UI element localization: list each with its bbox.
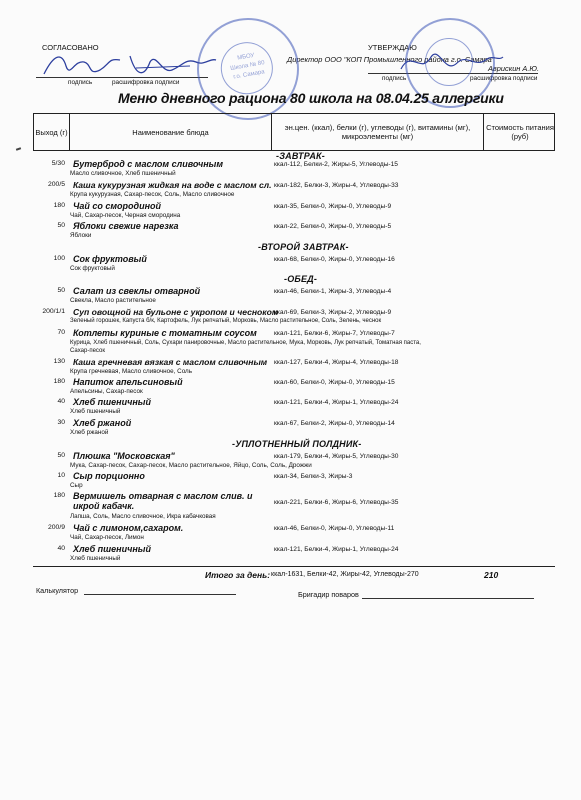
item-yield: 70 — [57, 329, 65, 336]
item-ingredients: Хлеб пшеничный — [70, 408, 121, 415]
item-ingredients: Чай, Сахар-песок, Лимон — [70, 534, 144, 541]
item-name: Сыр порционно — [73, 471, 145, 481]
item-nutrition: ккал-22, Белки-0, Жиры-0, Углеводы-5 — [274, 223, 392, 230]
approver-signature — [40, 48, 220, 84]
item-name: Салат из свеклы отварной — [73, 286, 201, 296]
item-nutrition: ккал-68, Белки-0, Жиры-0, Углеводы-16 — [274, 256, 395, 263]
item-ingredients: Чай, Сахар-песок, Черная смородина — [70, 212, 181, 219]
item-ingredients: Свекла, Масло растительное — [70, 297, 156, 304]
item-yield: 130 — [53, 358, 65, 365]
item-nutrition: ккал-67, Белки-2, Жиры-0, Углеводы-14 — [274, 420, 395, 427]
item-yield: 30 — [57, 419, 65, 426]
scan-mark — [16, 147, 21, 151]
section-title: -ВТОРОЙ ЗАВТРАК- — [258, 242, 349, 252]
totals-cost: 210 — [484, 570, 499, 580]
approved-label: СОГЛАСОВАНО — [42, 43, 99, 52]
item-name: Бутерброд с маслом сливочным — [73, 159, 223, 169]
approved-sig-caption: подпись — [68, 79, 93, 86]
item-name: Напиток апельсиновый — [73, 377, 183, 387]
item-ingredients: Лапша, Соль, Масло сливочное, Икра кабачковая — [70, 513, 216, 520]
table-header — [33, 113, 555, 151]
item-name: Плюшка "Московская" — [73, 451, 175, 461]
item-yield: 50 — [57, 452, 65, 459]
item-name: Хлеб пшеничный — [73, 544, 151, 554]
item-ingredients: Апельсины, Сахар-песок — [70, 388, 143, 395]
item-yield: 10 — [57, 472, 65, 479]
totals-nutrition: ккал-1631, Белки-42, Жиры-42, Углеводы-270 — [271, 571, 419, 578]
item-ingredients: Сыр — [70, 482, 83, 489]
item-name: Хлеб ржаной — [73, 418, 132, 428]
director-line: Директор ООО "КОП Промышленного района г.о. Самара" — [287, 55, 495, 64]
item-yield: 40 — [57, 545, 65, 552]
item-nutrition: ккал-34, Белки-3, Жиры-3 — [274, 473, 353, 480]
col-cost-header: Стоимость питания (руб) — [486, 123, 554, 141]
item-yield: 200/1/1 — [42, 308, 65, 315]
item-name: Хлеб пшеничный — [73, 397, 151, 407]
item-ingredients: Масло сливочное, Хлеб пшеничный — [70, 170, 176, 177]
calculator-label: Калькулятор — [36, 586, 79, 595]
director-decode-caption: расшифровка подписи — [470, 75, 538, 82]
calculator-signature-line — [84, 594, 236, 595]
page-title: Меню дневного рациона 80 школа на 08.04.25 аллергики — [118, 90, 504, 106]
col-dish-header: Наименование блюда — [70, 114, 272, 150]
item-yield: 200/9 — [47, 524, 65, 531]
item-yield: 50 — [57, 287, 65, 294]
item-ingredients: Хлеб ржаной — [70, 429, 109, 436]
item-nutrition: ккал-179, Белки-4, Жиры-5, Углеводы-30 — [274, 453, 399, 460]
item-nutrition: ккал-60, Белки-0, Жиры-0, Углеводы-15 — [274, 379, 395, 386]
item-ingredients: Яблоки — [70, 232, 92, 239]
item-yield: 100 — [53, 255, 65, 262]
item-nutrition: ккал-121, Белки-4, Жиры-1, Углеводы-24 — [274, 546, 399, 553]
school-stamp-line2: Школа № 80 — [229, 60, 266, 73]
section-title: -ОБЕД- — [284, 274, 318, 284]
item-nutrition: ккал-182, Белки-3, Жиры-4, Углеводы-33 — [274, 182, 399, 189]
col-nutrition-header: эн.цен. (ккал), белки (г), углеводы (г), витамины (мг), микроэлементы (мг) — [272, 114, 484, 150]
item-ingredients: Хлеб пшеничный — [70, 555, 121, 562]
chef-label: Бригадир поваров — [298, 590, 359, 599]
school-stamp — [189, 10, 307, 128]
item-name: Сок фруктовый — [73, 254, 147, 264]
item-nutrition: ккал-121, Белки-6, Жиры-7, Углеводы-7 — [274, 330, 395, 337]
item-yield: 180 — [53, 492, 65, 499]
totals-rule — [33, 566, 555, 567]
item-yield: 50 — [57, 222, 65, 229]
item-ingredients: Курица, Хлеб пшеничный, Соль, Сухари панировочные, Масло растительное, Мука, Морковь, Лук репчатый, Томатная паста, Сахар-песок — [70, 340, 421, 354]
item-nutrition: ккал-221, Белки-6, Жиры-6, Углеводы-35 — [274, 499, 399, 506]
item-nutrition: ккал-121, Белки-4, Жиры-1, Углеводы-24 — [274, 399, 399, 406]
approved-decode-caption: расшифровка подписи — [112, 79, 180, 86]
item-name: Вермишель отварная с маслом слив. и икрой кабачк. — [73, 491, 253, 511]
chef-signature-line — [362, 598, 534, 599]
item-ingredients: Мука, Сахар-песок, Сахар-песок, Масло растительное, Яйцо, Соль, Соль, Дрожжи — [70, 462, 312, 469]
item-name: Каша кукурузная жидкая на воде с маслом сл. — [73, 180, 272, 190]
approve-label: УТВЕРЖДАЮ — [368, 43, 417, 52]
item-nutrition: ккал-127, Белки-4, Жиры-4, Углеводы-18 — [274, 359, 399, 366]
item-name: Котлеты куриные с томатным соусом — [73, 328, 257, 338]
item-name: Суп овощной на бульоне с укропом и чесноком — [73, 307, 279, 317]
item-yield: 180 — [53, 202, 65, 209]
item-ingredients: Зеленый горошек, Капуста б/к, Картофель, Лук репчатый, Морковь, Масло растительное, Соль, Зелень, чеснок — [70, 318, 382, 324]
item-yield: 40 — [57, 398, 65, 405]
item-ingredients: Крупа кукурузная, Сахар-песок, Соль, Масло сливочное — [70, 191, 235, 198]
item-nutrition: ккал-46, Белки-1, Жиры-3, Углеводы-4 — [274, 288, 392, 295]
director-sig-caption: подпись — [382, 75, 407, 82]
item-yield: 200/5 — [47, 181, 65, 188]
item-ingredients: Сок фруктовый — [70, 265, 115, 272]
totals-label: Итого за день: — [205, 570, 271, 580]
item-name: Каша гречневая вязкая с маслом сливочным — [73, 357, 268, 367]
school-stamp-line3: г.о. Самара — [232, 69, 266, 81]
item-nutrition: ккал-69, Белки-3, Жиры-2, Углеводы-9 — [274, 309, 392, 316]
item-name: Чай со смородиной — [73, 201, 162, 211]
school-stamp-line1: МБОУ — [236, 52, 255, 62]
item-nutrition: ккал-112, Белки-2, Жиры-5, Углеводы-15 — [274, 161, 398, 168]
item-yield: 5/30 — [51, 160, 65, 167]
director-name: Аврискин А.Ю. — [488, 64, 540, 73]
section-title: -ЗАВТРАК- — [276, 151, 325, 161]
item-yield: 180 — [53, 378, 65, 385]
item-nutrition: ккал-46, Белки-0, Жиры-0, Углеводы-11 — [274, 525, 395, 532]
section-title: -УПЛОТНЕННЫЙ ПОЛДНИК- — [232, 439, 362, 449]
item-nutrition: ккал-35, Белки-0, Жиры-0, Углеводы-9 — [274, 203, 392, 210]
item-name: Яблоки свежие нарезка — [73, 221, 179, 231]
col-yield-header: Выход (г) — [34, 114, 70, 150]
item-name: Чай с лимоном,сахаром. — [73, 523, 184, 533]
item-ingredients: Крупа гречневая, Масло сливочное, Соль — [70, 368, 193, 375]
